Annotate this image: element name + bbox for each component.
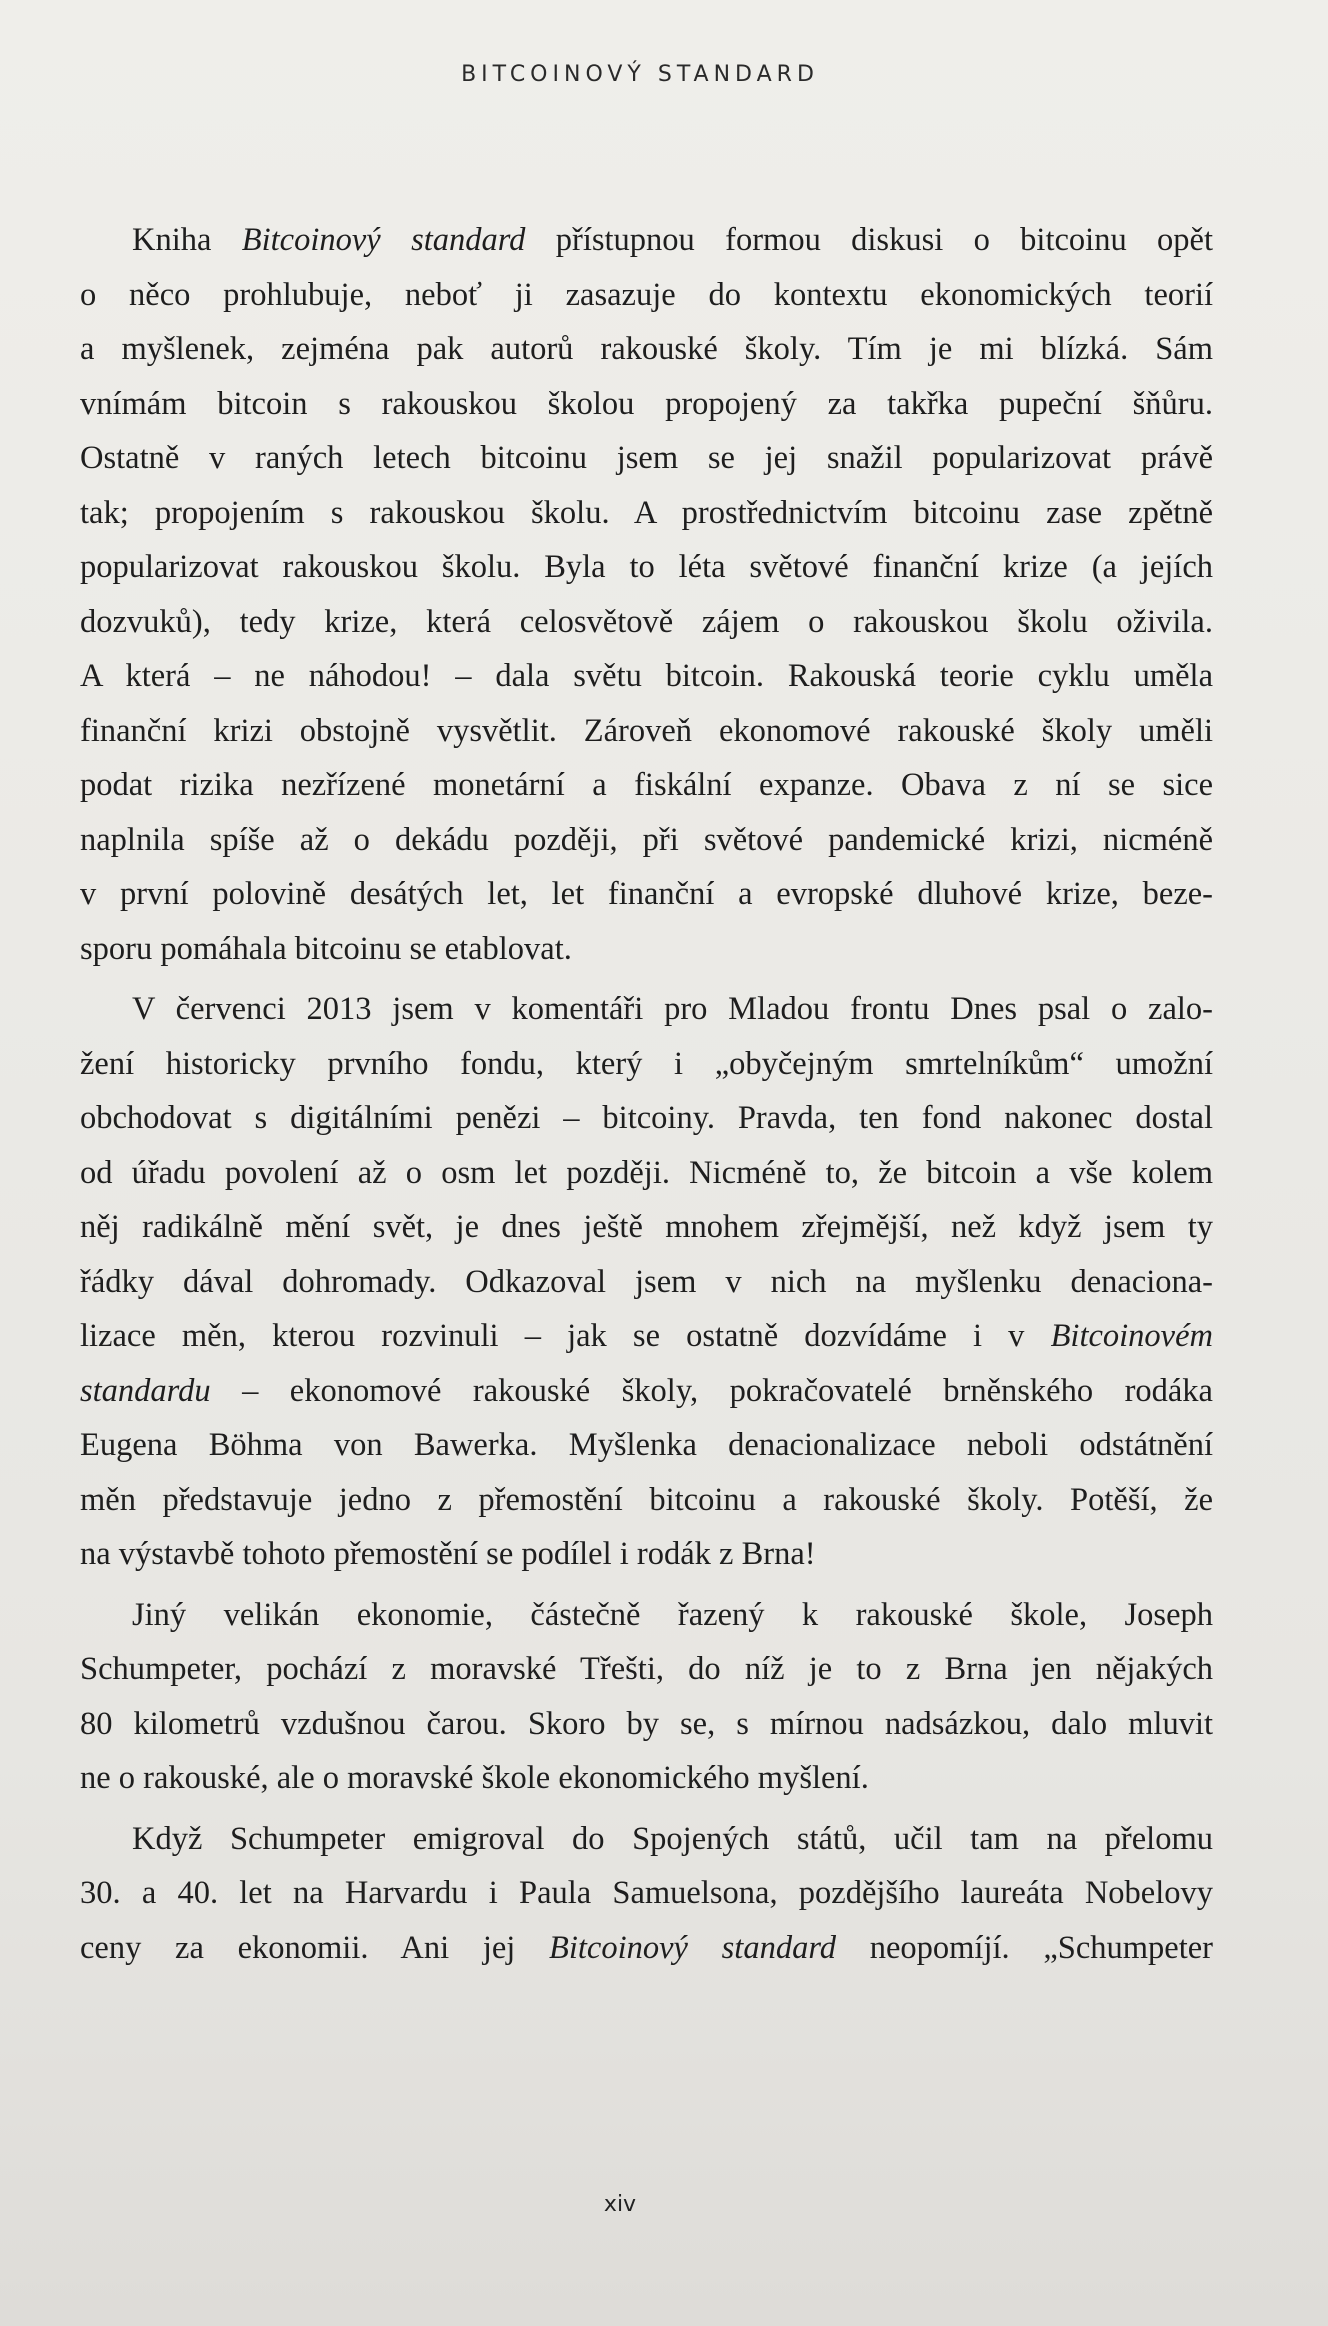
text-line: v první polovině desátých let, let finanční a evropské dluhové krize, beze-	[80, 876, 1213, 912]
page-number: xiv	[603, 2192, 637, 2217]
text-line: Když Schumpeter emigroval do Spojených států, učil tam na přelomu	[132, 1820, 1213, 1857]
text-line: měn představuje jedno z přemostění bitcoinu a rakouské školy. Potěší, že	[80, 1481, 1213, 1518]
text-line: sporu pomáhala bitcoinu se etablovat.	[80, 930, 572, 967]
text-line: obchodovat s digitálními penězi – bitcoiny. Pravda, ten fond nakonec dostal	[80, 1100, 1213, 1136]
text-line: Kniha Bitcoinový standard přístupnou formou diskusi o bitcoinu opět	[132, 222, 1213, 258]
text-line: a myšlenek, zejména pak autorů rakouské školy. Tím je mi blízká. Sám	[80, 331, 1213, 367]
text-line: naplnila spíše až o dekádu později, při světové pandemické krizi, nicméně	[80, 821, 1213, 858]
text-line: o něco prohlubuje, neboť ji zasazuje do kontextu ekonomických teorií	[80, 276, 1213, 313]
text-line: Ostatně v raných letech bitcoinu jsem se jej snažil popularizovat právě	[80, 440, 1213, 476]
text-line: 30. a 40. let na Harvardu i Paula Samuelsona, pozdějšího laureáta Nobelovy	[80, 1875, 1213, 1911]
text-line: A která – ne náhodou! – dala světu bitcoin. Rakouská teorie cyklu uměla	[80, 658, 1213, 694]
text-line: řádky dával dohromady. Odkazoval jsem v nich na myšlenku denaciona-	[80, 1263, 1213, 1300]
text-line: standardu – ekonomové rakouské školy, pokračovatelé brněnského rodáka	[80, 1372, 1213, 1409]
text-line: od úřadu povolení až o osm let později. Nicméně to, že bitcoin a vše kolem	[80, 1154, 1213, 1191]
text-line: Jiný velikán ekonomie, částečně řazený k rakouské škole, Joseph	[132, 1596, 1213, 1633]
text-line: 80 kilometrů vzdušnou čarou. Skoro by se, s mírnou nadsázkou, dalo mluvit	[80, 1705, 1213, 1742]
text-line: V červenci 2013 jsem v komentáři pro Mladou frontu Dnes psal o zalo-	[132, 991, 1213, 1027]
running-head: BITCOINOVÝ STANDARD	[461, 62, 819, 87]
text-line: na výstavbě tohoto přemostění se podílel i rodák z Brna!	[80, 1536, 816, 1572]
text-line: dozvuků), tedy krize, která celosvětově zájem o rakouskou školu oživila.	[80, 603, 1213, 640]
text-line: lizace měn, kterou rozvinuli – jak se ostatně dozvídáme i v Bitcoinovém	[80, 1318, 1213, 1354]
text-line: vnímám bitcoin s rakouskou školou propojený za takřka pupeční šňůru.	[80, 385, 1213, 422]
text-line: žení historicky prvního fondu, který i „obyčejným smrtelníkům“ umožní	[80, 1045, 1213, 1082]
text-line: finanční krizi obstojně vysvětlit. Zároveň ekonomové rakouské školy uměli	[80, 712, 1213, 749]
text-line: popularizovat rakouskou školu. Byla to léta světové finanční krize (a jejích	[80, 549, 1213, 585]
text-line: Eugena Böhma von Bawerka. Myšlenka denacionalizace neboli odstátnění	[80, 1427, 1213, 1463]
body-text	[80, 213, 1213, 1975]
text-line: podat rizika nezřízené monetární a fiskální expanze. Obava z ní se sice	[80, 767, 1213, 803]
text-line: Schumpeter, pochází z moravské Třešti, do níž je to z Brna jen nějakých	[80, 1651, 1213, 1687]
text-line: ne o rakouské, ale o moravské škole ekonomického myšlení.	[80, 1760, 869, 1796]
text-line: tak; propojením s rakouskou školu. A prostřednictvím bitcoinu zase zpětně	[80, 494, 1213, 531]
text-line: něj radikálně mění svět, je dnes ještě mnohem zřejmější, než když jsem ty	[80, 1209, 1213, 1245]
text-line: ceny za ekonomii. Ani jej Bitcoinový standard neopomíjí. „Schumpeter	[80, 1929, 1213, 1966]
